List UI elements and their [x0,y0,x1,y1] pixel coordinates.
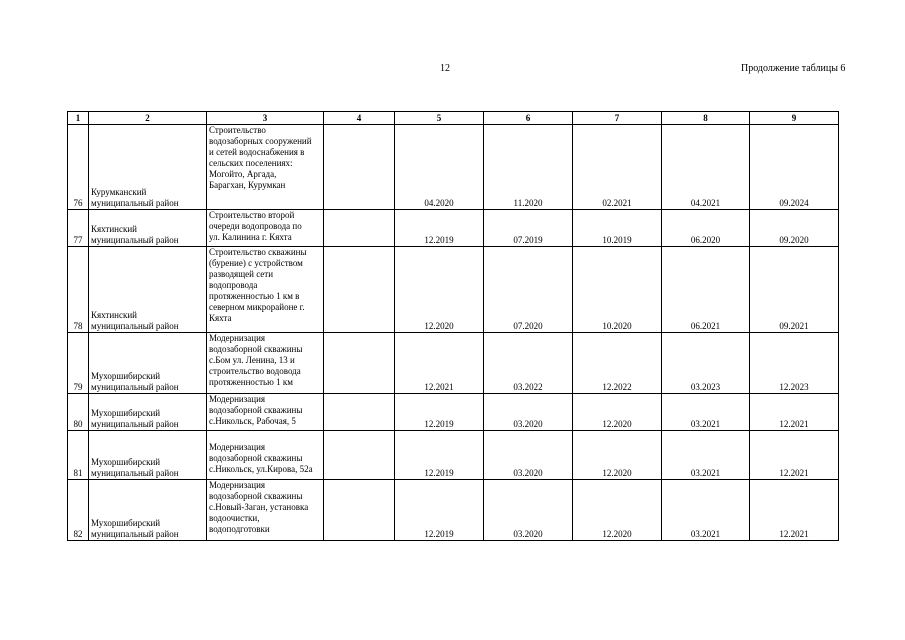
object-cell: Модернизация водозаборной скважины с.Новый-Заган, установка водоочистки, водоподготовки [207,480,324,541]
empty-cell [324,431,395,480]
date-cell: 07.2019 [484,210,573,247]
table-row [68,333,839,394]
date-cell: 03.2023 [662,333,750,394]
district-cell: Мухоршибирский муниципальный район [89,333,207,394]
objects-table [67,111,839,541]
date-cell: 03.2022 [484,333,573,394]
district-cell: Кяхтинский муниципальный район [89,247,207,333]
district-cell: Мухоршибирский муниципальный район [89,394,207,431]
object-cell: Модернизация водозаборной скважины с.Никольск, ул.Кирова, 52а [207,431,324,480]
date-cell: 07.2020 [484,247,573,333]
date-cell: 03.2020 [484,431,573,480]
table-row [68,431,839,480]
column-header: 7 [573,112,662,125]
object-cell: Строительство второй очереди водопровода по ул. Калинина г. Кяхта [207,210,324,247]
date-cell: 12.2019 [395,210,484,247]
date-cell: 03.2021 [662,394,750,431]
column-header: 3 [207,112,324,125]
date-cell: 03.2021 [662,431,750,480]
empty-cell [324,333,395,394]
date-cell: 12.2020 [573,394,662,431]
date-cell: 02.2021 [573,125,662,210]
table-continuation-label: Продолжение таблицы 6 [741,63,846,74]
object-cell: Модернизация водозаборной скважины с.Бом ул. Ленина, 13 и строительство водовода протяженностью 1 км [207,333,324,394]
date-cell: 12.2020 [573,431,662,480]
date-cell: 09.2021 [750,247,839,333]
column-header: 4 [324,112,395,125]
column-header: 5 [395,112,484,125]
date-cell: 12.2019 [395,394,484,431]
table-row [68,394,839,431]
date-cell: 12.2021 [750,431,839,480]
object-cell: Строительство скважины (бурение) с устройством разводящей сети водопровода протяженностью 1 км в северном микрорайоне г. Кяхта [207,247,324,333]
empty-cell [324,125,395,210]
date-cell: 03.2021 [662,480,750,541]
date-cell: 12.2021 [395,333,484,394]
column-header: 2 [89,112,207,125]
date-cell: 11.2020 [484,125,573,210]
table-header-row [68,112,839,125]
date-cell: 03.2020 [484,394,573,431]
row-number: 76 [68,125,89,210]
date-cell: 12.2022 [573,333,662,394]
table-row [68,480,839,541]
empty-cell [324,247,395,333]
row-number: 79 [68,333,89,394]
date-cell: 12.2019 [395,431,484,480]
date-cell: 12.2019 [395,480,484,541]
empty-cell [324,394,395,431]
table-row [68,210,839,247]
column-header: 1 [68,112,89,125]
column-header: 6 [484,112,573,125]
date-cell: 09.2020 [750,210,839,247]
table-row [68,247,839,333]
object-cell: Модернизация водозаборной скважины с.Никольск, Рабочая, 5 [207,394,324,431]
district-cell: Курумканский муниципальный район [89,125,207,210]
empty-cell [324,210,395,247]
column-header: 9 [750,112,839,125]
date-cell: 06.2020 [662,210,750,247]
row-number: 78 [68,247,89,333]
date-cell: 04.2020 [395,125,484,210]
row-number: 82 [68,480,89,541]
date-cell: 12.2021 [750,394,839,431]
date-cell: 12.2020 [395,247,484,333]
empty-cell [324,480,395,541]
date-cell: 10.2020 [573,247,662,333]
row-number: 81 [68,431,89,480]
date-cell: 03.2020 [484,480,573,541]
district-cell: Кяхтинский муниципальный район [89,210,207,247]
date-cell: 04.2021 [662,125,750,210]
date-cell: 12.2023 [750,333,839,394]
date-cell: 10.2019 [573,210,662,247]
object-cell: Строительство водозаборных сооружений и сетей водоснабжения в сельских поселениях: Могойто, Аргада, Барагхан, Курумкан [207,125,324,210]
date-cell: 09.2024 [750,125,839,210]
district-cell: Мухоршибирский муниципальный район [89,480,207,541]
table-row [68,125,839,210]
district-cell: Мухоршибирский муниципальный район [89,431,207,480]
date-cell: 12.2020 [573,480,662,541]
column-header: 8 [662,112,750,125]
date-cell: 06.2021 [662,247,750,333]
row-number: 80 [68,394,89,431]
page-number: 12 [440,63,450,74]
row-number: 77 [68,210,89,247]
date-cell: 12.2021 [750,480,839,541]
